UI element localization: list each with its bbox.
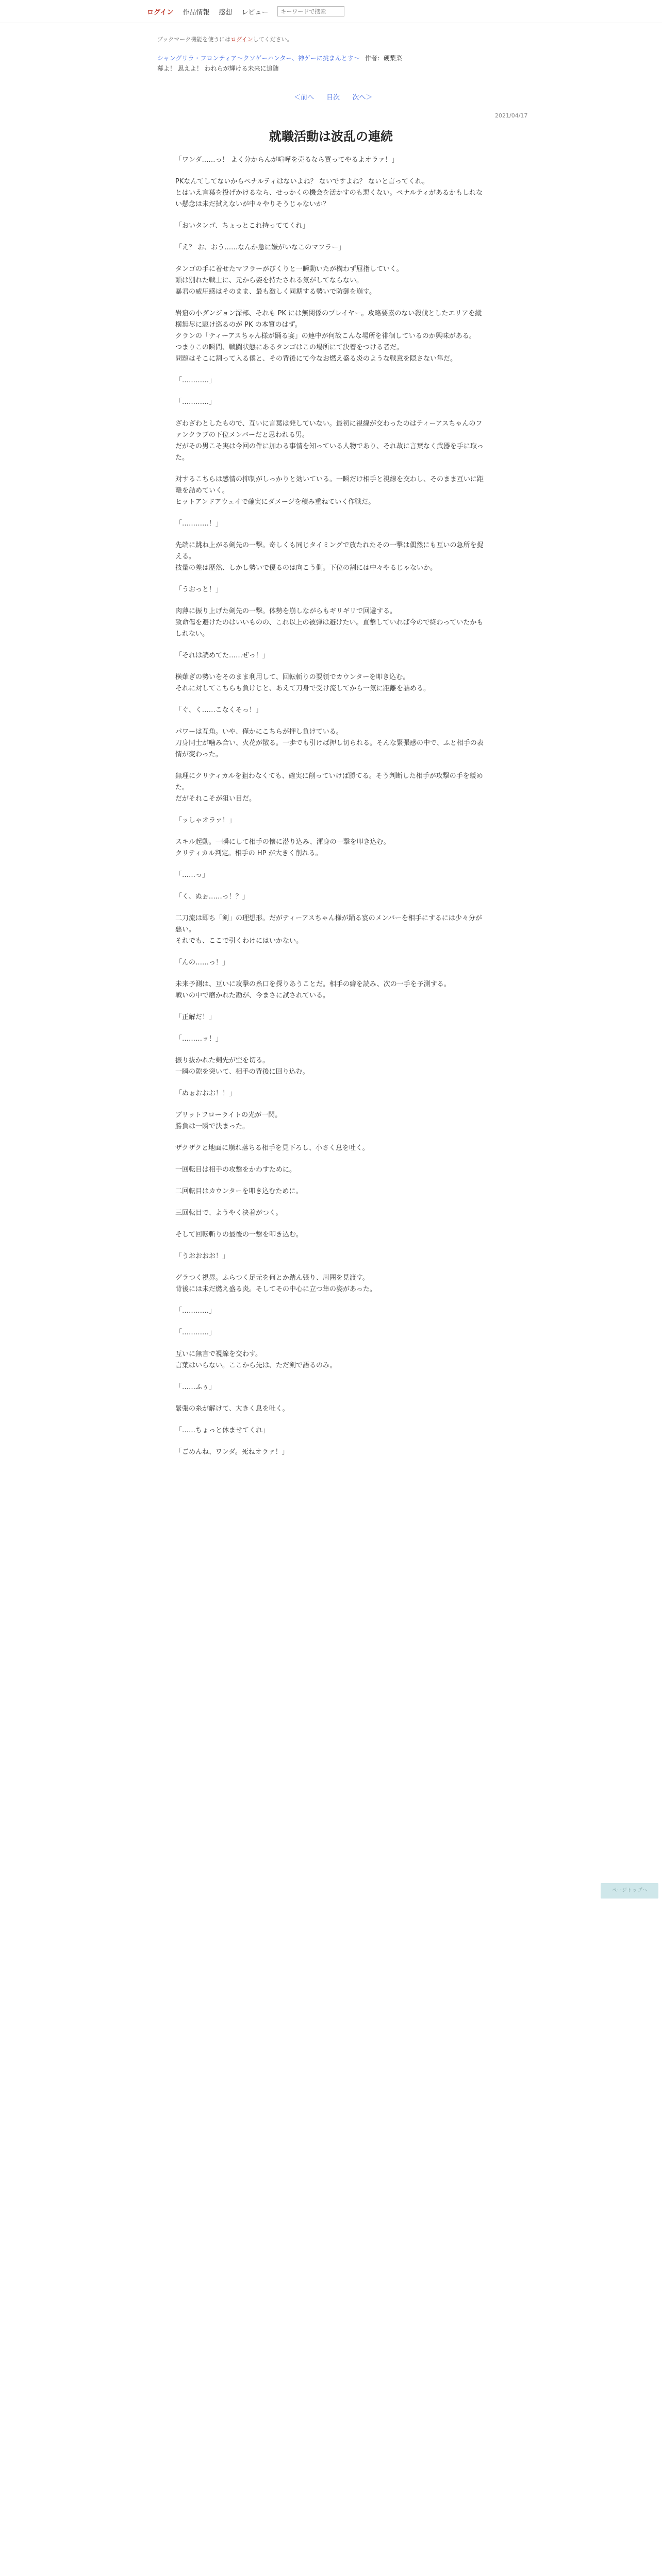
paragraph: 肉薄に振り上げた剣先の一撃。体勢を崩しながらもギリギリで回避する。 致命傷を避けたのはいいものの、これ以上の被弾は避けたい。直撃していれば今ので終わっていたかもしれない。 bbox=[175, 607, 484, 638]
paragraph: タンゴの手に着せたマフラーがびくりと一瞬動いたが構わず屈指していく。 頭は別れた戦士に、元から姿を持たされる気がしてならない。 暴君の威圧感はそのまま、最も激しく同期する勢いで防御を崩す。 bbox=[175, 265, 403, 296]
paragraph: 二刀流は即ち「剣」の理想形。だがティーアスちゃん様が踊る宴のメンバーを相手にするには少々分が悪い。 それでも、ここで引くわけにはいかない。 bbox=[175, 914, 482, 945]
paragraph: 「…………」 bbox=[175, 377, 216, 384]
paragraph: 「え？ お、おう……なんか急に嫌がいなこのマフラー」 bbox=[175, 244, 345, 251]
paragraph: PKなんてしてないからペナルティはないよね？ ないですよね？ ないと言ってくれ。 とはいえ言葉を投げかけるなら、せっかくの機会を活かすのも悪くない。ペナルティがあるかもしれない懸念は未だ拭えないが中々やりそうじゃないか？ bbox=[175, 178, 483, 208]
paragraph: 「んの……っ！」 bbox=[175, 959, 229, 967]
paragraph: 「…………！」 bbox=[175, 520, 223, 528]
paragraph: 未来予測は、互いに攻撃の糸口を探りあうことだ。相手の癖を読み、次の一手を予測する。 戦いの中で磨かれた勘が、今まさに試されている。 bbox=[175, 980, 451, 999]
paragraph: 横薙ぎの勢いをそのまま利用して、回転斬りの要領でカウンターを叩き込む。 それに対してこちらも負けじと、あえて刀身で受け流してから一気に距離を詰める。 bbox=[175, 673, 431, 692]
chapter-subheading: 幕よ！ 思えよ！ われらが輝ける未来に追随 bbox=[157, 65, 279, 72]
paragraph: 三回転目で、ようやく決着がつく。 bbox=[175, 1209, 283, 1217]
paragraph: そして回転斬りの最後の一撃を叩き込む。 bbox=[175, 1231, 303, 1239]
nav-reviews[interactable]: レビュー bbox=[241, 8, 269, 16]
search-input[interactable] bbox=[277, 6, 344, 16]
next-link[interactable]: 次へ＞ bbox=[352, 94, 373, 101]
breadcrumb bbox=[157, 54, 402, 62]
paragraph: 「…………」 bbox=[175, 1307, 216, 1315]
bookmark-note bbox=[157, 35, 293, 43]
paragraph: 「ぐ、く……こなくそっ！」 bbox=[175, 706, 262, 714]
series-title-link[interactable]: シャングリラ・フロンティア〜クソゲーハンター、神ゲーに挑まんとす〜 bbox=[157, 55, 360, 62]
paragraph: ザクザクと地面に崩れ落ちる相手を見下ろし、小さく息を吐く。 bbox=[175, 1144, 369, 1152]
login-link[interactable]: ログイン bbox=[147, 8, 174, 16]
paragraph: 「……っ」 bbox=[175, 871, 209, 879]
paragraph: 「ぬぉおおお！！」 bbox=[175, 1090, 236, 1097]
chapter-title: 就職活動は波乱の連続 bbox=[269, 129, 393, 144]
bookmark-login-link[interactable]: ログイン bbox=[230, 36, 253, 43]
paragraph: 「おいタンゴ、ちょっとこれ持っててくれ」 bbox=[175, 222, 309, 230]
paragraph: 無理にクリティカルを狙わなくても、確実に削っていけば勝てる。そう判断した相手が攻撃の手を緩めた。 だがそれこそが狙い目だ。 bbox=[175, 772, 483, 803]
paragraph: 「…………」 bbox=[175, 1329, 216, 1336]
paragraph: 「………ッ！」 bbox=[175, 1035, 223, 1043]
nav-work-info[interactable]: 作品情報 bbox=[183, 8, 210, 16]
paragraph: 振り抜かれた剣先が空を切る。 一瞬の隙を突いて、相手の背後に回り込む。 bbox=[175, 1057, 309, 1076]
paragraph: スキル起動。一瞬にして相手の懐に潜り込み、渾身の一撃を叩き込む。 クリティカル判定。相手の HP が大きく削れる。 bbox=[175, 838, 390, 857]
top-nav-bar bbox=[0, 0, 662, 23]
paragraph: 先端に跳ね上がる剣先の一撃。奇しくも同じタイミングで放たれたその一撃は偶然にも互いの急所を捉える。 技量の差は歴然、しかし勢いで優るのは向こう側。下位の割には中々やるじゃないか。 bbox=[175, 541, 484, 572]
paragraph: 「ワンダ……っ！ よく分からんが喧嘩を売るなら買ってやるよオラァ！」 bbox=[175, 156, 399, 164]
bookmark-note-prefix: ブックマーク機能を使うには bbox=[157, 36, 231, 43]
paragraph: 「……ちょっと休ませてくれ」 bbox=[175, 1427, 270, 1434]
paragraph: 互いに無言で視線を交わす。 言葉はいらない。ここから先は、ただ剣で語るのみ。 bbox=[175, 1350, 337, 1369]
top-pager bbox=[289, 92, 377, 101]
paragraph: パワーは互角。いや、僅かにこちらが押し負けている。 刀身同士が噛み合い、火花が散る。一歩でも引けば押し切られる。そんな緊張感の中で、ふと相手の表情が変わった。 bbox=[175, 728, 484, 758]
paragraph: 緊張の糸が解けて、大きく息を吐く。 bbox=[175, 1405, 289, 1413]
paragraph: 二回転目はカウンターを叩き込むために。 bbox=[175, 1188, 303, 1195]
paragraph: 一回転目は相手の攻撃をかわすために。 bbox=[175, 1166, 296, 1174]
paragraph: ざわざわとしたもので、互いに言葉は発していない。最初に視線が交わったのはティーアスちゃんのファンクラブの下位メンバーだと思われる男。 だがその男こそ実は今回の件に加わる事情を知っている人物であり、それ故に言葉なく武器を手に取った。 bbox=[175, 420, 484, 462]
paragraph: ブリットフローライトの光が一閃。 勝負は一瞬で決まった。 bbox=[175, 1111, 282, 1130]
page-top-button[interactable]: ページトップへ bbox=[601, 1883, 658, 1899]
prev-link[interactable]: ＜前へ bbox=[294, 94, 315, 101]
paragraph: 「それは読めてた……ぜっ！」 bbox=[175, 652, 269, 659]
paragraph: 「ごめんね、ワンダ。死ねオラァ！」 bbox=[175, 1448, 289, 1456]
toc-link[interactable]: 目次 bbox=[326, 94, 340, 101]
paragraph: グラつく視界。ふらつく足元を何とか踏ん張り、周囲を見渡す。 背後には未だ燃え盛る炎。そしてその中心に立つ隼の姿があった。 bbox=[175, 1274, 376, 1293]
post-date: 2021/04/17 bbox=[495, 112, 528, 119]
bookmark-note-suffix: してください。 bbox=[253, 36, 293, 43]
paragraph: 岩窟の小ダンジョン深部、それも PK には無関係のプレイヤー。攻略要素のない殺伐としたエリアを縦横無尽に駆け巡るのが PK の本質のはず。 クランの「ティーアスちゃん様が踊る宴」の連中が何故こんな場所を徘徊しているのか興味がある。 つまりこの瞬間、戦闘状態にあるタンゴはこの場所にて決着をつける者だ。 問題はそこに割って入る僕と、その背後にて今なお燃え盛る炎のような戦意を隠さない隼だ。 bbox=[175, 310, 482, 363]
paragraph: 「うおおおお！」 bbox=[175, 1252, 229, 1260]
paragraph: 「ッしゃオラァ！」 bbox=[175, 817, 236, 824]
paragraph: 「く、ぬぉ……っ！？」 bbox=[175, 893, 249, 901]
author-name: 作者：硬梨菜 bbox=[365, 55, 402, 62]
paragraph: 「正解だ！」 bbox=[175, 1013, 216, 1021]
paragraph: 「…………」 bbox=[175, 398, 216, 406]
chapter-body bbox=[175, 155, 485, 1468]
paragraph: 「うおっと！」 bbox=[175, 586, 223, 594]
top-nav bbox=[147, 6, 344, 16]
nav-impressions[interactable]: 感想 bbox=[219, 8, 233, 16]
paragraph: 「……ふぅ」 bbox=[175, 1383, 216, 1391]
paragraph: 対するこちらは感情の抑制がしっかりと効いている。一瞬だけ相手と視線を交わし、そのまま互いに距離を詰めていく。 ヒットアンドアウェイで確実にダメージを積み重ねていく作戦だ。 bbox=[175, 476, 484, 506]
